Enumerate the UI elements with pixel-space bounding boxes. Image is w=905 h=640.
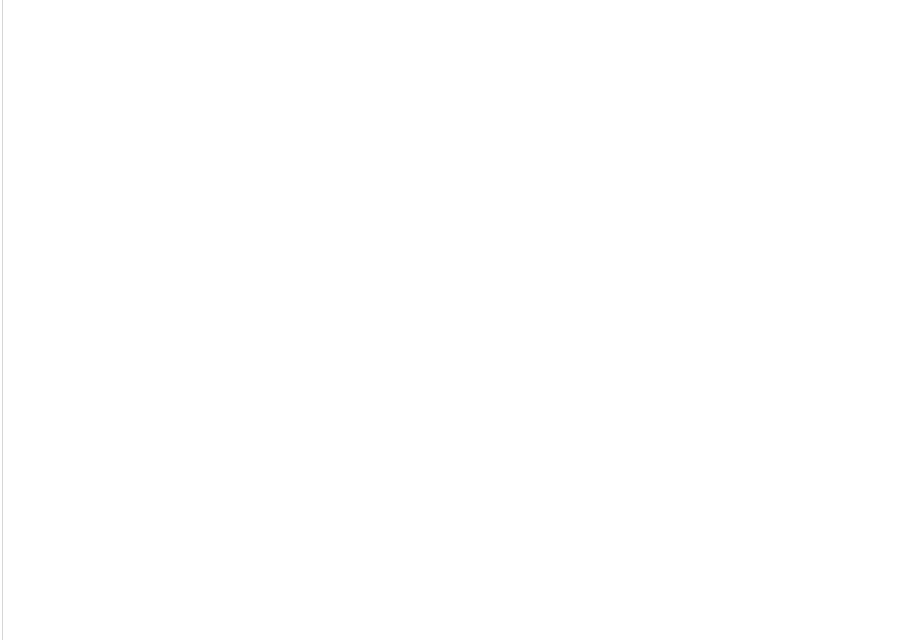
page-edge-line bbox=[2, 0, 3, 640]
